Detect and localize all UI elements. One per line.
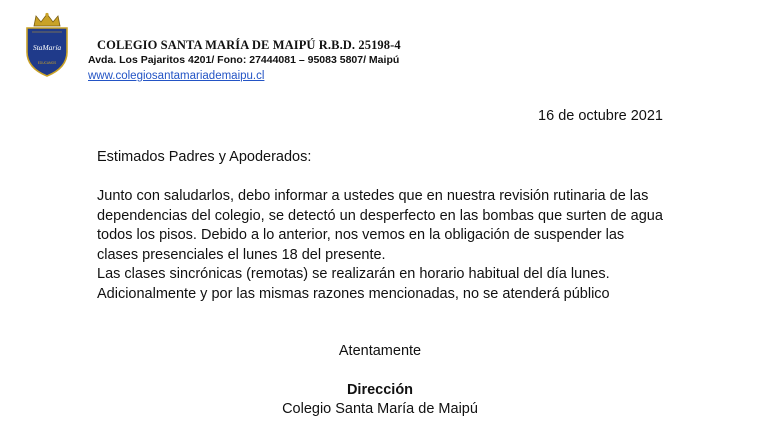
school-crest-logo bbox=[24, 12, 70, 78]
letter-salutation: Estimados Padres y Apoderados: bbox=[97, 149, 312, 165]
body-paragraph: Las clases sincrónicas (remotas) se realizarán en horario habitual del día lunes. bbox=[97, 266, 610, 282]
shield-icon bbox=[27, 28, 67, 76]
school-address: Avda. Los Pajaritos 4201/ Fono: 27444081 – 95083 5807/ Maipú bbox=[88, 54, 400, 66]
letter-date: 16 de octubre 2021 bbox=[538, 108, 663, 124]
letter-institution: Colegio Santa María de Maipú bbox=[282, 401, 478, 417]
letter-signature: Dirección bbox=[346, 382, 414, 398]
crown-icon bbox=[34, 13, 60, 26]
body-paragraph: Adicionalmente y por las mismas razones mencionadas, no se atenderá público bbox=[97, 285, 610, 302]
school-name: COLEGIO SANTA MARÍA DE MAIPÚ R.B.D. 25198-4 bbox=[97, 38, 401, 52]
letter-body bbox=[97, 187, 669, 304]
crest-text: StaMaría bbox=[32, 43, 62, 52]
crest-motto: EDUCAMOS bbox=[37, 61, 57, 65]
school-website-link[interactable]: www.colegiosantamariademaipu.cl bbox=[88, 70, 265, 82]
body-paragraph: Junto con saludarlos, debo informar a ustedes que en nuestra revisión rutinaria de las dependencias del colegio, se detectó un desperfecto en las bombas que surten de agua todos los pisos. Debido a lo anterior, nos vemos en la obligación de suspender las clases presenciales el lunes 18 del presente. bbox=[97, 188, 663, 263]
letter-closing: Atentamente bbox=[338, 343, 422, 359]
